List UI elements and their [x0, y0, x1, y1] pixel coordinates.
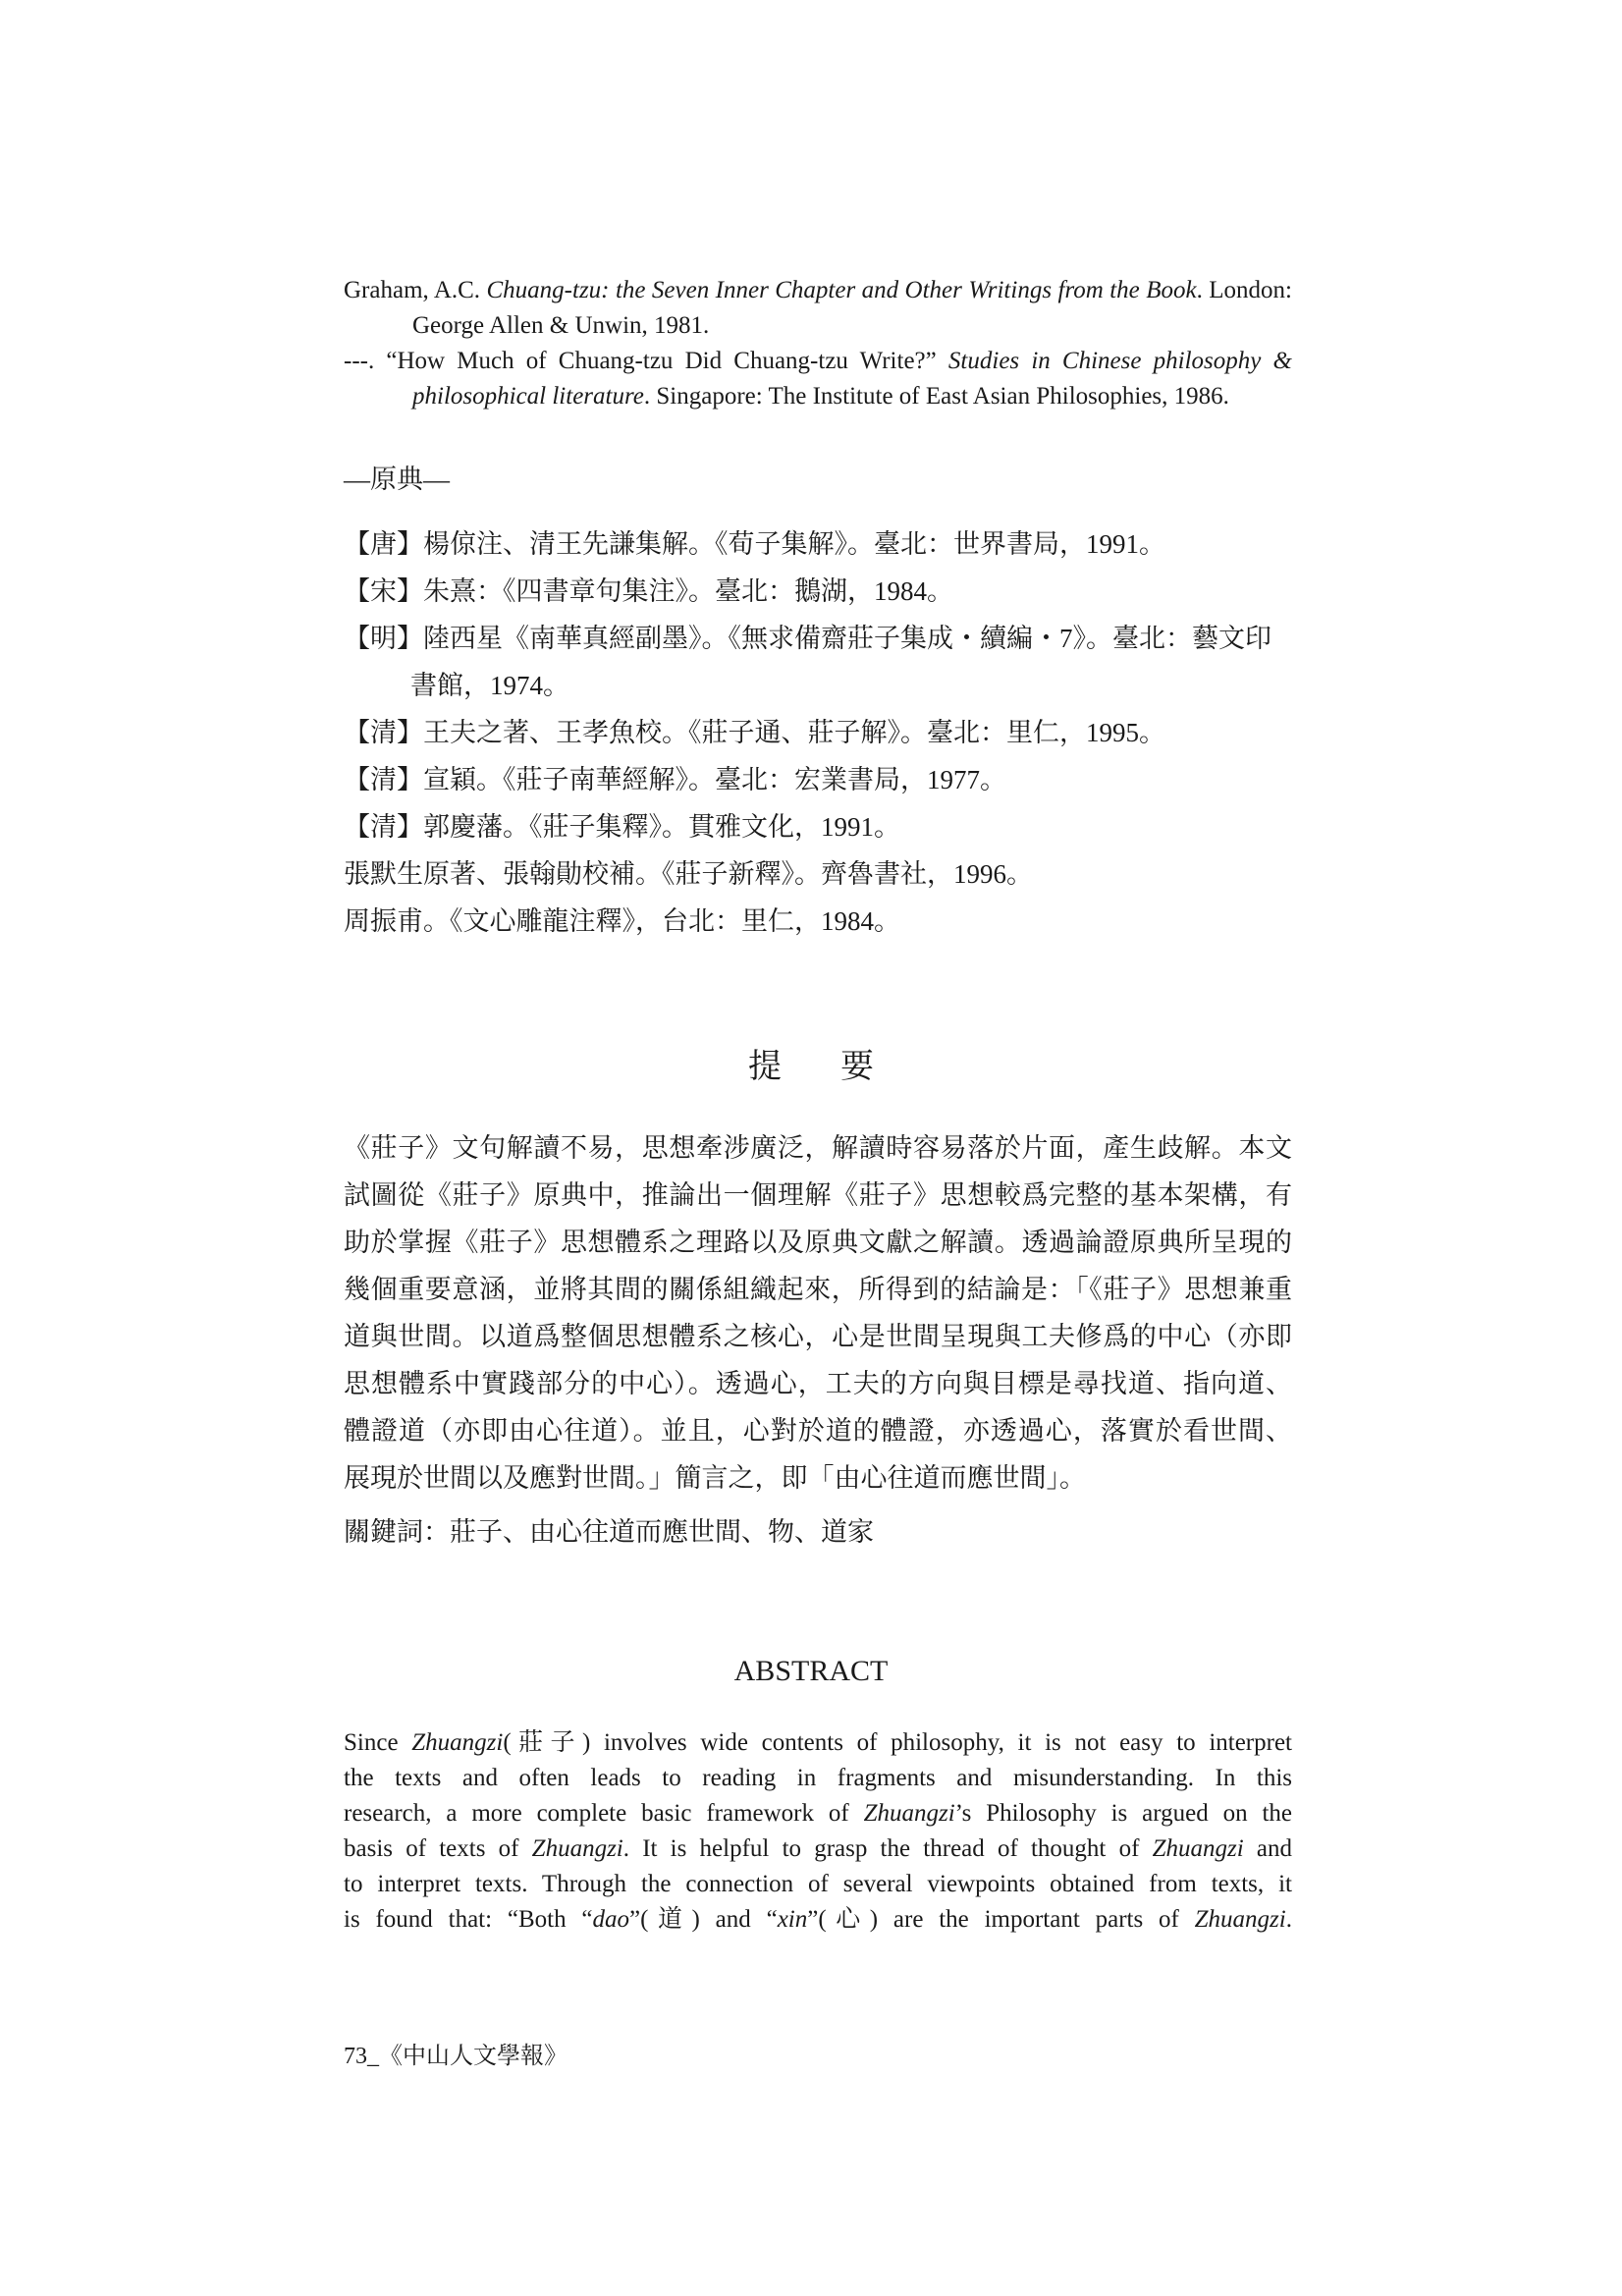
abstract-line: 道與世間。以道爲整個思想體系之核心，心是世間呈現與工夫修爲的中心（亦即	[344, 1322, 1292, 1351]
reference-entry-continuation: 書館，1974。	[410, 671, 569, 700]
reference-entry: 【明】陸西星《南華真經副墨》。《無求備齋莊子集成・續編・7》。臺北：藝文印	[344, 624, 1271, 653]
abstract-chinese-body	[344, 1124, 1292, 1502]
abstract-line: 《莊子》文句解讀不易，思想牽涉廣泛，解讀時容易落於片面，產生歧解。本文	[344, 1133, 1292, 1163]
abstract-en-line: to interpret texts. Through the connection of several viewpoints obtained from texts, it	[344, 1871, 1292, 1897]
reference-list-chinese	[344, 520, 1292, 945]
page-footer: 73_《中山人文學報》	[344, 2044, 568, 2069]
reference-entry: 【唐】楊倞注、清王先謙集解。《荀子集解》。臺北：世界書局，1991。	[344, 529, 1165, 559]
abstract-line: 展現於世間以及應對世間。」簡言之，即「由心往道而應世間」。	[344, 1463, 1086, 1493]
abstract-line: 思想體系中實踐部分的中心）。透過心，工夫的方向與目標是尋找道、指向道、	[344, 1369, 1292, 1398]
abstract-line: 試圖從《莊子》原典中，推論出一個理解《莊子》思想較爲完整的基本架構，有	[344, 1180, 1292, 1210]
keywords: 關鍵詞：莊子、由心往道而應世間、物、道家	[344, 1517, 874, 1547]
abstract-chinese-title: 提要	[748, 1049, 933, 1085]
reference-entry: 【清】宣穎。《莊子南華經解》。臺北：宏業書局，1977。	[344, 765, 1006, 794]
abstract-english-title: ABSTRACT	[733, 1655, 889, 1687]
abstract-line: 幾個重要意涵，並將其間的關係組織起來，所得到的結論是：「《莊子》思想兼重	[344, 1275, 1292, 1304]
abstract-english-body	[344, 1725, 1292, 1938]
reference-entry: 【宋】朱熹：《四書章句集注》。臺北：鵝湖，1984。	[344, 576, 953, 606]
abstract-en-line: basis of texts of Zhuangzi. It is helpful to grasp the thread of thought of Zhuangzi and	[344, 1835, 1292, 1862]
reference-entry: 【清】王夫之著、王孝魚校。《莊子通、莊子解》。臺北：里仁，1995。	[344, 718, 1165, 747]
reference-entry-graham-1986: ---. “How Much of Chuang-tzu Did Chuang-tzu Write?” Studies in Chinese philosophy & philosophical literature. Singapore: The Institute of East Asian Philosophies, 1986.	[344, 348, 1292, 410]
abstract-line: 助於掌握《莊子》思想體系之理路以及原典文獻之解讀。透過論證原典所呈現的	[344, 1228, 1292, 1257]
reference-entry: 張默生原著、張翰勛校補。《莊子新釋》。齊魯書社，1996。	[344, 859, 1033, 889]
primary-sources-heading: —原典—	[344, 465, 450, 494]
reference-list-english	[344, 273, 1292, 414]
abstract-en-line: the texts and often leads to reading in fragments and misunderstanding. In this	[344, 1765, 1292, 1791]
abstract-line: 體證道（亦即由心往道）。並且，心對於道的體證，亦透過心，落實於看世間、	[344, 1416, 1292, 1446]
abstract-en-line: Since Zhuangzi(莊子) involves wide contents of philosophy, it is not easy to interpret	[344, 1729, 1292, 1756]
reference-entry: 【清】郭慶藩。《莊子集釋》。貫雅文化，1991。	[344, 812, 900, 842]
abstract-en-line: research, a more complete basic framework of Zhuangzi’s Philosophy is argued on the	[344, 1800, 1292, 1827]
abstract-en-line: is found that: “Both “dao”(道) and “xin”(心) are the important parts of Zhuangzi.	[344, 1906, 1292, 1933]
reference-entry: 周振甫。《文心雕龍注釋》，台北：里仁，1984。	[344, 906, 900, 936]
reference-entry-graham-1981: Graham, A.C. Chuang-tzu: the Seven Inner Chapter and Other Writings from the Book. London: George Allen & Unwin, 1981.	[344, 277, 1292, 339]
